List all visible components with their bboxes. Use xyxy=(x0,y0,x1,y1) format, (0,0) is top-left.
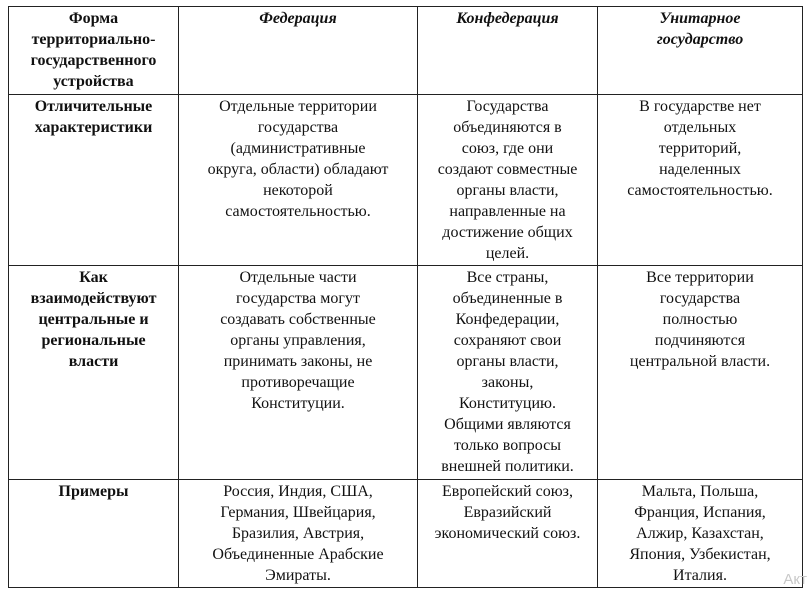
watermark: Акт xyxy=(783,571,807,588)
table-cell: Все страны, объединенные в Конфедерации, сохраняют свои органы власти, законы, Конституцию. Общими являются только вопросы внешней политики. xyxy=(418,266,598,480)
corner-header: Форма территориально- государственного устройства xyxy=(9,7,179,95)
table-cell: Все территории государства полностью подчиняются центральной власти. xyxy=(598,266,803,480)
column-header-unitary: Унитарное государство xyxy=(598,7,803,95)
table-cell: Россия, Индия, США, Германия, Швейцария, Бразилия, Австрия, Объединенные Арабские Эмираты. xyxy=(179,480,418,588)
table-cell: Мальта, Польша, Франция, Испания, Алжир, Казахстан, Япония, Узбекистан, Италия. xyxy=(598,480,803,588)
table-cell: Европейский союз, Евразийский экономический союз. xyxy=(418,480,598,588)
table-cell: Отдельные части государства могут создавать собственные органы управления, принимать законы, не противоречащие Конституции. xyxy=(179,266,418,480)
table-row xyxy=(9,95,803,266)
row-header-interaction: Как взаимодействуют центральные и региональные власти xyxy=(9,266,179,480)
row-header-examples: Примеры xyxy=(9,480,179,588)
table-cell: Отдельные территории государства (административные округа, области) обладают некоторой самостоятельностью. xyxy=(179,95,418,266)
government-forms-table xyxy=(8,6,803,588)
column-header-federation: Федерация xyxy=(179,7,418,95)
row-header-characteristics: Отличительные характеристики xyxy=(9,95,179,266)
header-row xyxy=(9,7,803,95)
table-cell: Государства объединяются в союз, где они создают совместные органы власти, направленные на достижение общих целей. xyxy=(418,95,598,266)
column-header-confederation: Конфедерация xyxy=(418,7,598,95)
table-row xyxy=(9,480,803,588)
table-row xyxy=(9,266,803,480)
table-cell: В государстве нет отдельных территорий, наделенных самостоятельностью. xyxy=(598,95,803,266)
